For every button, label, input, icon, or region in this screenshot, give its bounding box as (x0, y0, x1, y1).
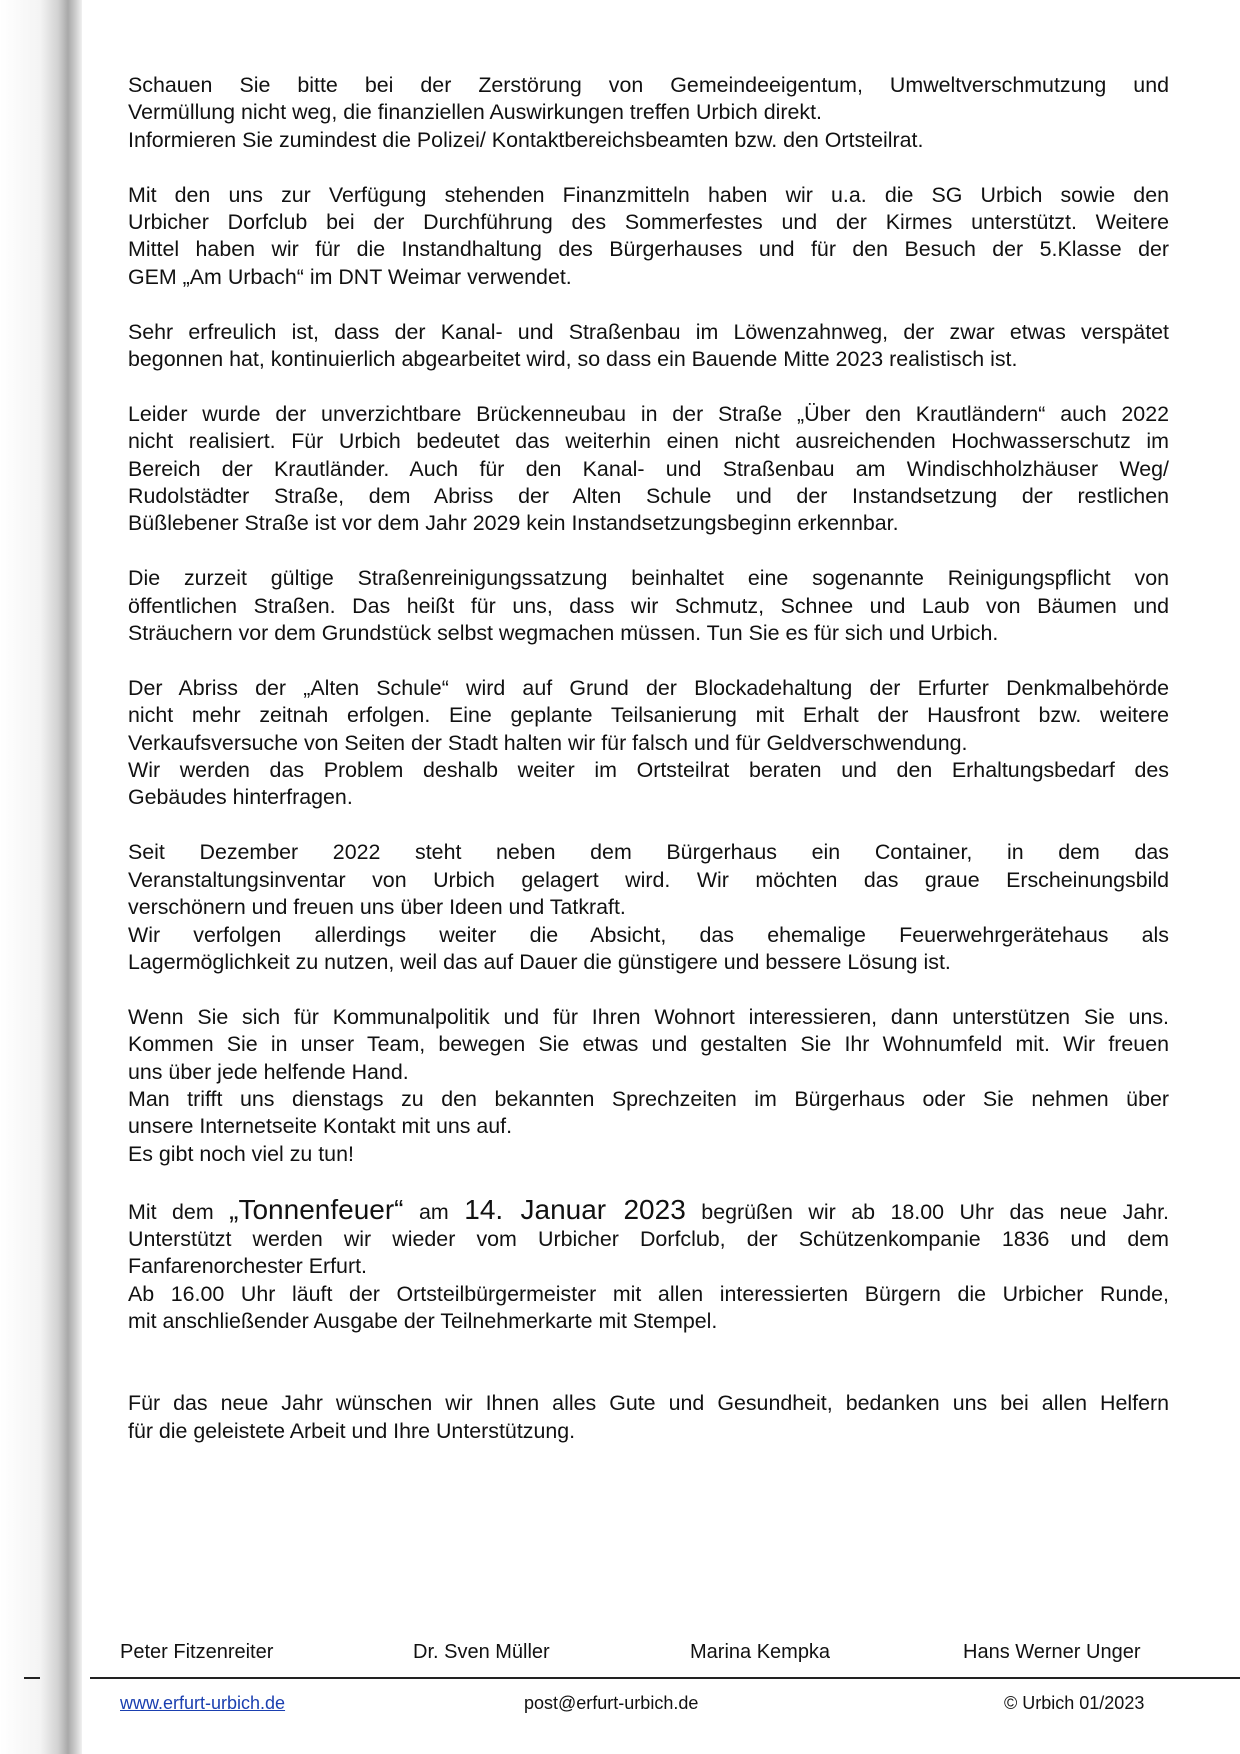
text-line: Leider wurde der unverzichtbare Brückenneubau in der Straße „Über den Krautländern“ auch 2022 (128, 401, 1169, 426)
text-line: Der Abriss der „Alten Schule“ wird auf Grund der Blockadehaltung der Erfurter Denkmalbehörde (128, 675, 1169, 700)
footer-divider (90, 1677, 1240, 1679)
text-line: Ab 16.00 Uhr läuft der Ortsteilbürgermeister mit allen interessierten Bürgern die Urbicher Runde, (128, 1281, 1169, 1306)
text-line: GEM „Am Urbach“ im DNT Weimar verwendet. (128, 264, 572, 289)
text-line: Es gibt noch viel zu tun! (128, 1141, 354, 1166)
email-address: post@erfurt-urbich.de (524, 1693, 699, 1713)
event-date: 14. Januar 2023 (464, 1193, 686, 1225)
text-line: Informieren Sie zumindest die Polizei/ Kontaktbereichsbeamten bzw. den Ortsteilrat. (128, 127, 924, 152)
text-line: Wir verfolgen allerdings weiter die Absicht, das ehemalige Feuerwehrgerätehaus als (128, 922, 1169, 947)
paragraph-construction (128, 319, 1169, 374)
event-pre: Mit dem (128, 1199, 230, 1224)
text-line: Man trifft uns dienstags zu den bekannten Sprechzeiten im Bürgerhaus oder Sie nehmen über (128, 1086, 1169, 1111)
text-line: begonnen hat, kontinuierlich abgearbeitet wird, so dass ein Bauende Mitte 2023 realistisch ist. (128, 347, 1018, 372)
page-footer (0, 1693, 1240, 1723)
event-post: begrüßen wir ab 18.00 Uhr das neue Jahr. (685, 1199, 1169, 1224)
paragraph-vandalism (128, 72, 1169, 154)
paragraph-bridge (128, 401, 1169, 538)
text-line: Mittel haben wir für die Instandhaltung des Bürgerhauses und für den Besuch der 5.Klasse der (128, 237, 1169, 262)
event-name: „Tonnenfeuer“ (229, 1193, 404, 1225)
text-line: Bereich der Krautländer. Auch für den Kanal- und Straßenbau am Windischholzhäuser Weg/ (128, 456, 1169, 481)
text-line: Büßlebener Straße ist vor dem Jahr 2029 kein Instandsetzungsbeginn erkennbar. (128, 511, 899, 536)
text-line: nicht mehr zeitnah erfolgen. Eine geplante Teilsanierung mit Erhalt der Hausfront bzw. weitere (128, 703, 1169, 728)
event-headline (128, 1193, 1169, 1226)
text-line: Wenn Sie sich für Kommunalpolitik und für Ihren Wohnort interessieren, dann unterstützen Sie uns. (128, 1004, 1169, 1029)
paragraph-finances (128, 182, 1169, 292)
text-line: Mit den uns zur Verfügung stehenden Finanzmitteln haben wir u.a. die SG Urbich sowie den (128, 182, 1169, 207)
paragraph-closing (128, 1390, 1169, 1445)
text-line: für die geleistete Arbeit und Ihre Unterstützung. (128, 1418, 576, 1443)
copyright-notice: © Urbich 01/2023 (1004, 1693, 1145, 1713)
text-line: mit anschließender Ausgabe der Teilnehmerkarte mit Stempel. (128, 1309, 718, 1334)
text-line: Vermüllung nicht weg, die finanziellen Auswirkungen treffen Urbich direkt. (128, 100, 822, 125)
text-line: uns über jede helfende Hand. (128, 1059, 409, 1084)
text-line: öffentlichen Straßen. Das heißt für uns, dass wir Schmutz, Schnee und Laub von Bäumen und (128, 593, 1169, 618)
text-line: Urbicher Dorfclub bei der Durchführung des Sommerfestes und der Kirmes unterstützt. Weitere (128, 210, 1169, 235)
text-line: Unterstützt werden wir wieder vom Urbicher Dorfclub, der Schützenkompanie 1836 und dem (128, 1226, 1169, 1251)
text-line: Lagermöglichkeit zu nutzen, weil das auf Dauer die günstigere und bessere Lösung ist. (128, 949, 951, 974)
text-line: Veranstaltungsinventar von Urbich gelagert wird. Wir möchten das graue Erscheinungsbild (128, 867, 1169, 892)
event-mid: am (403, 1199, 465, 1224)
signature-name: Dr. Sven Müller (413, 1641, 550, 1663)
paragraph-join-team (128, 1004, 1169, 1168)
binder-shadow (0, 0, 82, 1754)
text-line: Gebäudes hinterfragen. (128, 785, 353, 810)
text-line: Für das neue Jahr wünschen wir Ihnen alles Gute und Gesundheit, bedanken uns bei allen Helfern (128, 1391, 1169, 1416)
text-line: unsere Internetseite Kontakt mit uns auf. (128, 1114, 513, 1139)
website-link[interactable]: www.erfurt-urbich.de (120, 1693, 286, 1713)
paragraph-container (128, 839, 1169, 976)
text-line: verschönern und freuen uns über Ideen und Tatkraft. (128, 895, 626, 920)
signatures (0, 1641, 1240, 1671)
paragraph-old-school (128, 675, 1169, 812)
margin-mark (24, 1677, 40, 1679)
text-line: nicht realisiert. Für Urbich bedeutet das weiterhin einen nicht ausreichenden Hochwasserschutz im (128, 429, 1169, 454)
paragraph-event (128, 1193, 1169, 1336)
text-line: Kommen Sie in unser Team, bewegen Sie etwas und gestalten Sie Ihr Wohnumfeld mit. Wir freuen (128, 1032, 1169, 1057)
text-line: Die zurzeit gültige Straßenreinigungssatzung beinhaltet eine sogenannte Reinigungspflicht von (128, 566, 1169, 591)
letter-body (128, 72, 1169, 1473)
text-line: Sträuchern vor dem Grundstück selbst wegmachen müssen. Tun Sie es für sich und Urbich. (128, 621, 999, 646)
spacer (128, 1363, 1169, 1390)
text-line: Schauen Sie bitte bei der Zerstörung von Gemeindeeigentum, Umweltverschmutzung und (128, 73, 1169, 97)
signature-name: Peter Fitzenreiter (120, 1641, 274, 1663)
text-line: Sehr erfreulich ist, dass der Kanal- und Straßenbau im Löwenzahnweg, der zwar etwas verspätet (128, 319, 1169, 344)
text-line: Rudolstädter Straße, dem Abriss der Alten Schule und der Instandsetzung der restlichen (128, 484, 1169, 509)
signature-name: Marina Kempka (690, 1641, 831, 1663)
text-line: Seit Dezember 2022 steht neben dem Bürgerhaus ein Container, in dem das (128, 840, 1169, 865)
text-line: Verkaufsversuche von Seiten der Stadt halten wir für falsch und für Geldverschwendung. (128, 730, 968, 755)
signature-name: Hans Werner Unger (963, 1641, 1141, 1663)
paragraph-street-cleaning (128, 565, 1169, 647)
text-line: Fanfarenorchester Erfurt. (128, 1254, 367, 1279)
text-line: Wir werden das Problem deshalb weiter im Ortsteilrat beraten und den Erhaltungsbedarf des (128, 758, 1169, 783)
